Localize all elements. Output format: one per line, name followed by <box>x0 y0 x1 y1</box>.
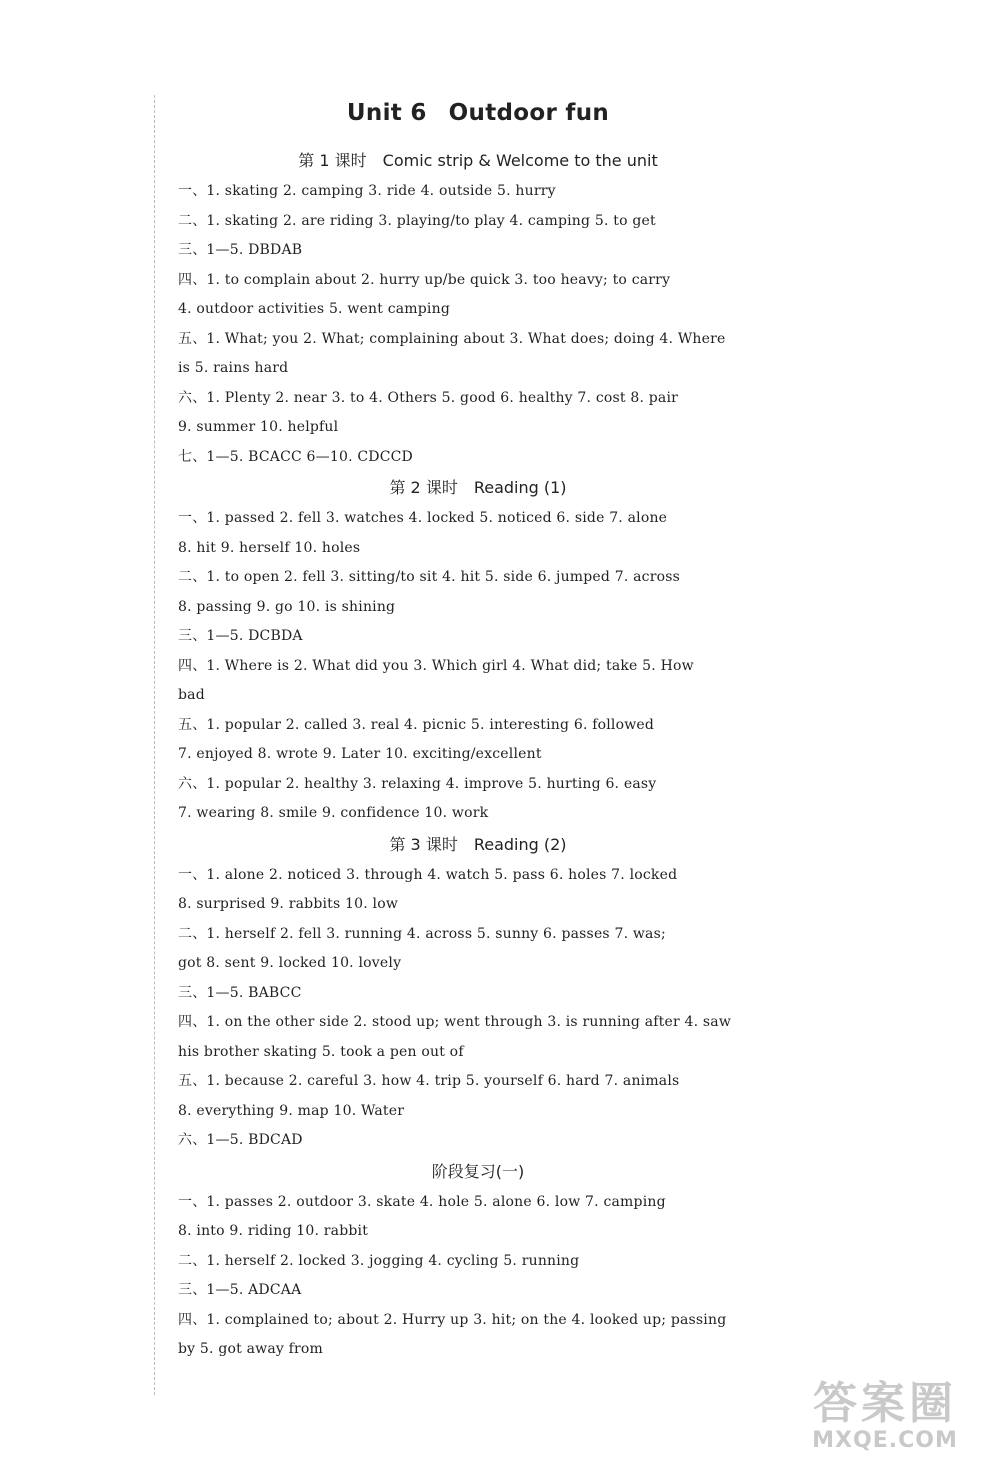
answer-line: 二、1. herself 2. locked 3. jogging 4. cycling 5. running <box>178 1252 580 1269</box>
answer-line: 三、1—5. DCBDA <box>178 628 303 644</box>
answer-line: 四、1. on the other side 2. stood up; went through 3. is running after 4. saw <box>178 1014 732 1030</box>
lesson-label: 阶段复习(一) <box>431 1161 525 1181</box>
answer-page <box>178 100 778 1365</box>
lesson-heading <box>178 1159 778 1182</box>
answer-line: 六、1. Plenty 2. near 3. to 4. Others 5. good 6. healthy 7. cost 8. pair <box>178 389 679 406</box>
margin-dashed-line <box>154 95 155 1395</box>
answer-line: 8. into 9. riding 10. rabbit <box>178 1223 369 1239</box>
answer-line: got 8. sent 9. locked 10. lovely <box>178 955 402 971</box>
lesson-heading <box>178 475 778 498</box>
answer-line: 8. passing 9. go 10. is shining <box>178 598 396 615</box>
answer-line: by 5. got away from <box>178 1341 324 1357</box>
answer-line: 六、1. popular 2. healthy 3. relaxing 4. improve 5. hurting 6. easy <box>178 775 657 792</box>
lesson-heading <box>178 832 778 855</box>
unit-number: Unit 6 <box>346 100 427 126</box>
unit-title <box>178 100 778 126</box>
sections-container <box>178 148 778 1365</box>
lesson-section <box>178 475 778 829</box>
lesson-label: 第 1 课时 <box>298 151 367 170</box>
answer-line: 五、1. What; you 2. What; complaining about 3. What does; doing 4. Where <box>178 330 726 347</box>
lesson-label: 第 3 课时 <box>389 834 458 854</box>
answer-line: 五、1. because 2. careful 3. how 4. trip 5. yourself 6. hard 7. animals <box>178 1073 680 1089</box>
answer-line: 三、1—5. ADCAA <box>178 1282 302 1298</box>
answer-line: 4. outdoor activities 5. went camping <box>178 301 450 317</box>
answer-line: 8. everything 9. map 10. Water <box>178 1102 405 1119</box>
lesson-section <box>178 1159 778 1365</box>
watermark-url: MXQE.COM <box>812 1428 958 1453</box>
lesson-label: 第 2 课时 <box>389 478 458 497</box>
answer-line: 二、1. skating 2. are riding 3. playing/to play 4. camping 5. to get <box>178 212 656 229</box>
answer-line: 四、1. to complain about 2. hurry up/be quick 3. too heavy; to carry <box>178 271 671 288</box>
lesson-heading <box>178 148 778 171</box>
answer-line: 三、1—5. DBDAB <box>178 242 303 258</box>
answer-line: 8. hit 9. herself 10. holes <box>178 539 361 556</box>
answer-line: 五、1. popular 2. called 3. real 4. picnic 5. interesting 6. followed <box>178 716 655 733</box>
answer-line: 七、1—5. BCACC 6—10. CDCCD <box>178 448 413 465</box>
lesson-topic: Comic strip & Welcome to the unit <box>382 151 658 170</box>
answer-line: 四、1. Where is 2. What did you 3. Which girl 4. What did; take 5. How <box>178 657 694 674</box>
lesson-section <box>178 832 778 1156</box>
answer-line: 一、1. skating 2. camping 3. ride 4. outside 5. hurry <box>178 183 556 199</box>
answer-line: 9. summer 10. helpful <box>178 419 339 435</box>
answer-line: 一、1. alone 2. noticed 3. through 4. watch 5. pass 6. holes 7. locked <box>178 866 678 883</box>
answer-line: 二、1. herself 2. fell 3. running 4. across 5. sunny 6. passes 7. was; <box>178 925 666 942</box>
answer-line: his brother skating 5. took a pen out of <box>178 1043 464 1060</box>
answer-line: bad <box>178 687 205 703</box>
watermark <box>790 1379 980 1461</box>
watermark-logo: 答案圈 <box>813 1378 957 1429</box>
answer-line: is 5. rains hard <box>178 360 289 376</box>
answer-line: 四、1. complained to; about 2. Hurry up 3. hit; on the 4. looked up; passing <box>178 1311 727 1328</box>
lesson-section <box>178 148 778 472</box>
answer-line: 7. wearing 8. smile 9. confidence 10. work <box>178 805 489 821</box>
lesson-topic: Reading (2) <box>473 834 567 854</box>
answer-line: 一、1. passes 2. outdoor 3. skate 4. hole 5. alone 6. low 7. camping <box>178 1193 666 1210</box>
answer-line: 8. surprised 9. rabbits 10. low <box>178 896 399 912</box>
answer-line: 一、1. passed 2. fell 3. watches 4. locked 5. noticed 6. side 7. alone <box>178 510 668 526</box>
unit-topic: Outdoor fun <box>448 100 610 126</box>
answer-line: 二、1. to open 2. fell 3. sitting/to sit 4. hit 5. side 6. jumped 7. across <box>178 569 681 585</box>
answer-line: 三、1—5. BABCC <box>178 984 302 1001</box>
answer-line: 六、1—5. BDCAD <box>178 1132 303 1148</box>
lesson-topic: Reading (1) <box>473 478 567 497</box>
answer-line: 7. enjoyed 8. wrote 9. Later 10. exciting/excellent <box>178 746 542 762</box>
